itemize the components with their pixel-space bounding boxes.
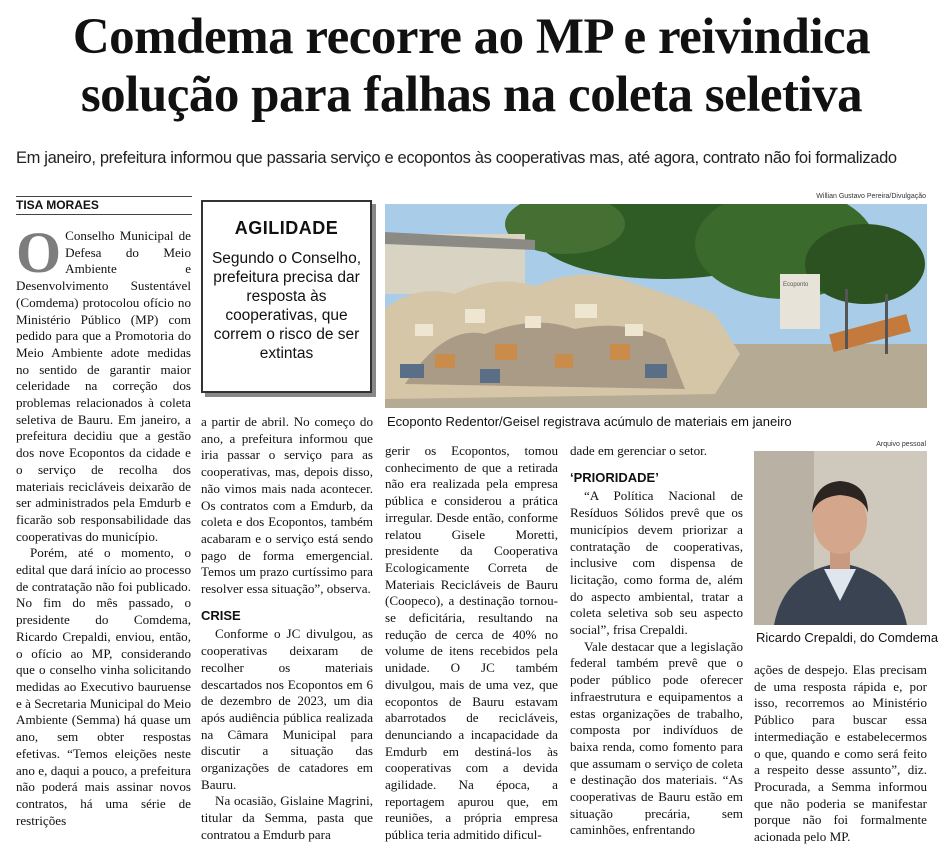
ecoponto-sign: Ecoponto (783, 282, 809, 288)
paragraph: ações de despejo. Elas precisam de uma resposta rápida e, por isso, recorremos ao Ministério Público para buscar essa intermediação e estabelecermos o que, quando e como será feito a respeito desse assunto”, diz. Procurada, a Semma informou que não poderia se manifestar porque não foi formalmente acionada pelo MP. (754, 662, 927, 845)
ecoponto-illustration (385, 204, 927, 408)
byline-rule (16, 214, 192, 215)
paragraph: “A Política Nacional de Resíduos Sólidos prevê que os municípios devem priorizar a contratação de cooperativas, inclusive com dispensa de licitação, como forma de, além do aspecto ambiental, tratar a coleta seletiva sob seu aspecto social”, frisa Crepaldi. (570, 488, 743, 638)
paragraph: Na ocasião, Gislaine Magrini, titular da Semma, pasta que contratou a Emdurb para (201, 793, 373, 842)
paragraph: dade em gerenciar o setor. (570, 443, 708, 458)
article-column-2 (201, 414, 373, 844)
photo-credit: Willian Gustavo Pereira/Divulgação (816, 193, 926, 200)
paragraph: O Conselho Municipal de Defesa do Meio Ambiente e Desenvolvimento Sustentável (Comdema) protocolou ofício no Ministério Público (MP) com pedido para que a Promotoria do Meio Ambiente adote medidas no sentido de garantir maior celeridade na correção dos problemas relacionados à coleta seletiva de Bauru. Em janeiro, a prefeitura decidiu que a gestão dos nove Ecopontos da cidade e o serviço de recolha dos materiais recicláveis deixarão de ser administrados pela Emdurb e ficarão sob responsabilidade das cooperativas do município. (16, 220, 191, 544)
section-subtitle-crise: CRISE (201, 607, 241, 623)
photo-caption: Ecoponto Redentor/Geisel registrava acúmulo de materiais em janeiro (387, 414, 792, 429)
pull-quote-title: AGILIDADE (234, 218, 339, 238)
article-column-5 (754, 662, 927, 846)
pull-quote-body: Segundo o Conselho, prefeitura precisa dar resposta às cooperativas, que correm o risco de ser extintas (211, 250, 362, 362)
paragraph: gerir os Ecopontos, tomou conhecimento de que a retirada não era realizada pela empresa pública e considerou a prática irregular. Desde então, conforme relatou Gisele Moretti, presidente da Cooperativa Ecologicamente Correta de Materiais Recicláveis de Bauru (Coopeco), a destinação tornou-se deficitária, resultando na redução de cerca de 40% no volume de itens recebidos pela unidade. O JC também divulgou, mais de uma vez, que ecopontos de Bauru estavam abarrotados de recicláveis, denunciando a incapacidade da Emdurb em destiná-los às cooperativas com a devida agilidade. Na época, a reportagem apurou que, em reuniões, a própria empresa pública teria admitido dificul- (385, 443, 558, 843)
article-column-3 (385, 443, 558, 844)
portrait-caption: Ricardo Crepaldi, do Comdema (756, 630, 939, 645)
paragraph: Vale destacar que a legislação federal também prevê que o poder público pode oferecer infraestrutura e equipamentos a estas organizações de trabalho, composta por indivíduos de baixa renda, como fomento para que assumam o serviço de coleta e destinação dos materiais. “As cooperativas de Bauru estão em situação precária, sem caminhões, enfrentando (570, 638, 743, 838)
paragraph: Conforme o JC divulgou, as cooperativas deixaram de recolher os materiais descartados nos Ecopontos em 6 de dezembro de 2023, um dia após audiência pública realizada na Câmara Municipal para discutir a situação das organizações de catadores em Bauru. (201, 626, 373, 792)
paragraph: Porém, até o momento, o edital que dará início ao processo de contratação não foi publicado. No fim do mês passado, o presidente do Comdema, Ricardo Crepaldi, enviou, então, o ofício ao MP, considerando que o conselho vinha solicitando medidas ao Executivo bauruense e à Secretaria Municipal do Meio Ambiente (Semma) há quase um ano, sem obter respostas efetivas. “Temos eleições neste ano e, daqui a pouco, a prefeitura não poderá mais assinar novos contratos, há uma série de restrições (16, 545, 191, 828)
pull-quote-box (201, 200, 372, 393)
ecoponto-photo (385, 204, 927, 408)
headline-line-1: Comdema recorre ao MP e reivindica (72, 9, 871, 65)
headline (14, 8, 929, 124)
article-column-4 (570, 443, 743, 839)
headline-line-2: solução para falhas na coleta seletiva (80, 67, 863, 123)
portrait-credit: Arquivo pessoal (876, 441, 926, 448)
paragraph: a partir de abril. No começo do ano, a prefeitura informou que iria passar o serviço para as cooperativas, mas, depois disso, não vimos mais nada acontecer. Os contratos com a Emdurb, da coleta e dos Ecopontos, também acabaram e o serviço está sendo pago de forma emergencial. Temos um prazo curtíssimo para resolver essa situação”, observa. (201, 414, 373, 597)
byline: TISA MORAES (16, 196, 192, 212)
portrait-photo (754, 451, 927, 625)
section-subtitle-prioridade: ‘PRIORIDADE’ (570, 469, 659, 485)
subheadline: Em janeiro, prefeitura informou que passaria serviço e ecopontos às cooperativas mas, até agora, contrato não foi formalizado (16, 149, 897, 167)
article-column-1 (16, 220, 191, 829)
portrait-illustration (754, 451, 927, 625)
drop-cap: O (16, 220, 62, 285)
